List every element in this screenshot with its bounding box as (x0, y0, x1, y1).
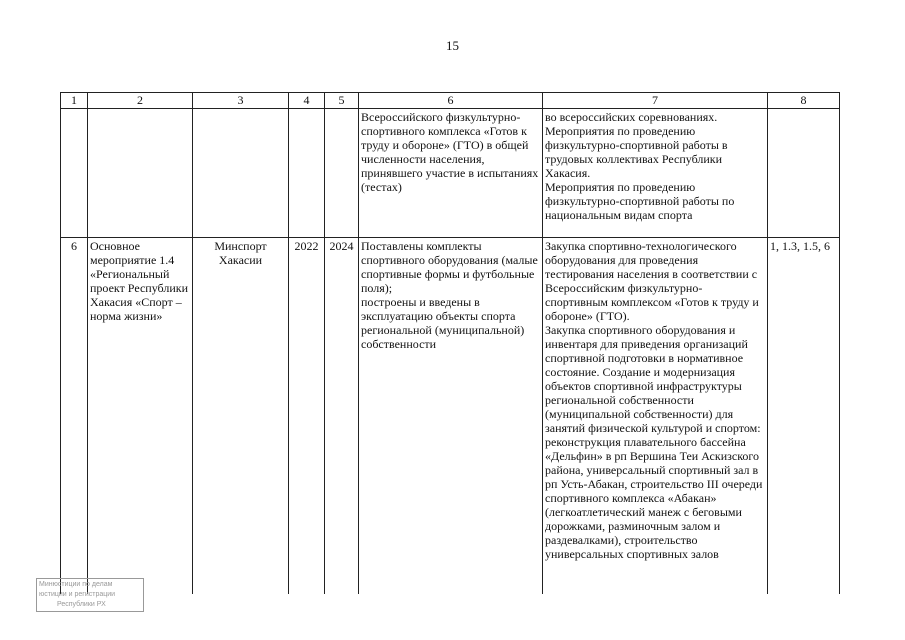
registration-stamp (36, 578, 144, 612)
column-number: 2 (88, 93, 193, 109)
expected-result-text: Поставлены комплекты спортивного оборудования (малые спортивные формы и футбольные поля); построены и введены в эксплуатацию объекты спорта региональной (муниципальной) собственности (361, 239, 538, 351)
activities-cell (543, 109, 768, 238)
start-year-cell: 2022 (289, 238, 325, 595)
column-number: 6 (359, 93, 543, 109)
table-row (61, 238, 840, 595)
start-year-cell (289, 109, 325, 238)
end-year-cell: 2024 (325, 238, 359, 595)
event-name-cell (88, 109, 193, 238)
column-number: 8 (768, 93, 840, 109)
indicators-cell (768, 109, 840, 238)
column-number: 3 (193, 93, 289, 109)
row-number-cell: 6 (61, 238, 88, 595)
executor-cell: Минспорт Хакасии (193, 238, 289, 595)
table-row (61, 109, 840, 238)
column-number: 5 (325, 93, 359, 109)
expected-result-cell (359, 238, 543, 595)
executor-cell (193, 109, 289, 238)
stamp-line: Республики РХ (57, 601, 106, 608)
page-number: 15 (446, 38, 459, 53)
expected-result-cell: Всероссийского физкультурно-спортивного комплекса «Готов к труду и обороне» (ГТО) в общей численности населения, принявшего участие в испытаниях (тестах) (359, 109, 543, 238)
indicators-cell: 1, 1.3, 1.5, 6 (768, 238, 840, 595)
activities-text: Закупка спортивно-технологического оборудования для проведения тестирования населения в соответствии с Всероссийским физкультурно-спортивным комплексом «Готов к труду и обороне» (ГТО). Закупка спортивного оборудования и инвентаря для приведения организаций спортивной подготовки в нормативное состояние. Создание и модернизация объектов спортивной инфраструктуры региональной собственности (муниципальной собственности) для занятий физической культурой и спортом: реконструкция плавательного бассейна «Дельфин» в рп Вершина Теи Аскизского района, универсальный спортивный зал в рп Усть-Абакан, строительство III очереди спортивного комплекса «Абакан» (легкоатлетический манеж с беговыми дорожками, разминочным залом и раздевалками), строительство универсальных спортивных залов (545, 239, 763, 561)
column-numbers-row (61, 93, 840, 109)
stamp-line: Минюстиции по делам (39, 581, 113, 588)
activities-line: во всероссийских соревнованиях. Мероприятия по проведению физкультурно-спортивной работы в трудовых коллективах Республики Хакасия. Мероприятия по проведению физкультурно-спортивной работы по национальным видам спорта (545, 110, 735, 222)
program-table (60, 92, 840, 594)
column-number: 1 (61, 93, 88, 109)
event-name-cell: Основное мероприятие 1.4 «Региональный проект Республики Хакасия «Спорт – норма жизни» (88, 238, 193, 595)
column-number: 4 (289, 93, 325, 109)
activities-cell (543, 238, 768, 595)
row-number-cell (61, 109, 88, 238)
column-number: 7 (543, 93, 768, 109)
stamp-line: юстиции и регистрации (39, 591, 116, 598)
end-year-cell (325, 109, 359, 238)
